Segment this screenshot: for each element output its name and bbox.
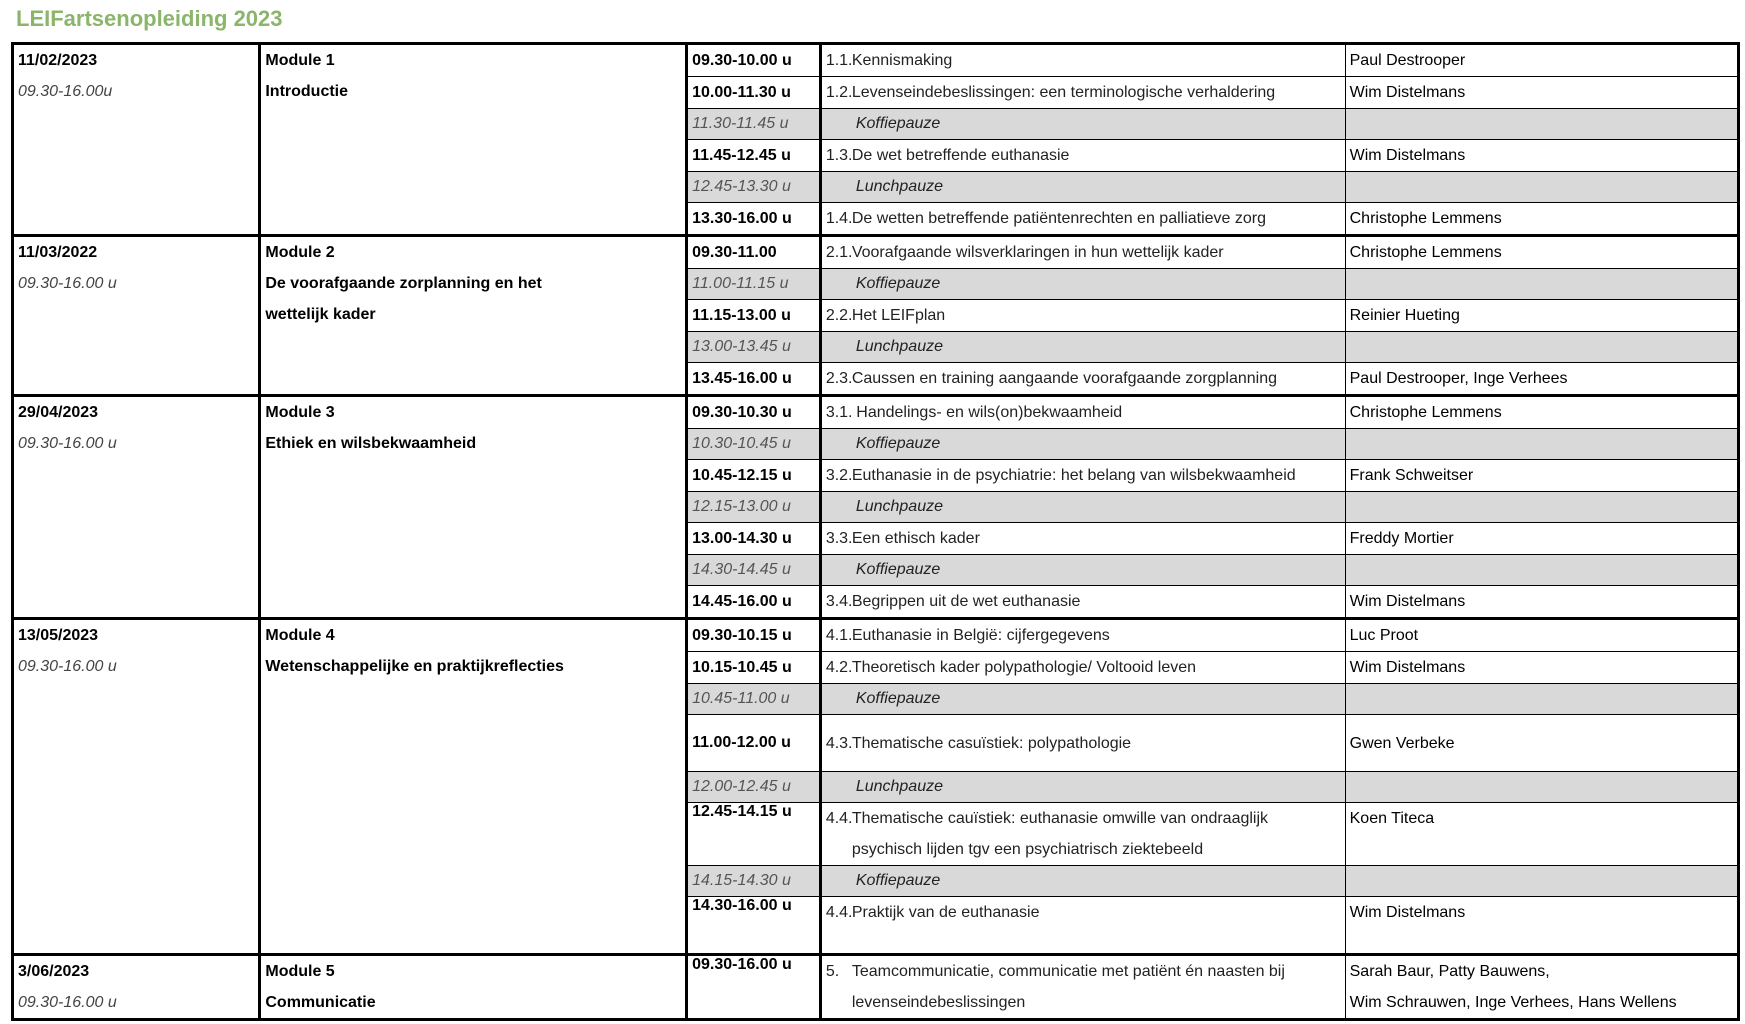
pause-text: Koffiepauze — [855, 115, 941, 132]
speaker-name: Koen Titeca — [1349, 810, 1435, 827]
session-text: Een ethisch kader — [851, 530, 980, 547]
module-date: 11/02/2023 — [18, 52, 98, 69]
speaker — [1345, 523, 1738, 555]
session-row — [13, 619, 1739, 652]
session-time: 14.45-16.00 u — [687, 586, 821, 619]
session-time: 09.30-10.30 u — [687, 396, 821, 429]
module-name-cell — [260, 44, 687, 236]
session-time: 11.45-12.45 u — [687, 140, 821, 172]
session-title — [820, 396, 1345, 429]
pause-text: Koffiepauze — [855, 275, 941, 292]
session-number: 2.1. — [825, 244, 853, 261]
module-name-cell — [260, 955, 687, 1020]
pause-text: Koffiepauze — [855, 872, 941, 889]
module-title: De voorafgaande zorplanning en het — [265, 275, 542, 292]
session-time: 11.15-13.00 u — [687, 300, 821, 332]
session-number: 4.1. — [825, 627, 853, 644]
session-time: 10.45-12.15 u — [687, 460, 821, 492]
speaker-name: Paul Destrooper — [1349, 52, 1466, 69]
speaker-name: Wim Distelmans — [1349, 659, 1466, 676]
speaker — [1345, 684, 1738, 715]
speaker-name: Freddy Mortier — [1349, 530, 1454, 547]
speaker — [1345, 363, 1738, 396]
session-time: 11.00-11.15 u — [687, 269, 821, 300]
pause-text: Lunchpauze — [855, 178, 943, 195]
session-number: 5. — [825, 963, 840, 980]
session-number: 4.3. — [825, 734, 853, 752]
pause-label — [820, 332, 1345, 363]
module-date-cell — [13, 396, 260, 619]
module-title: Wetenschappelijke en praktijkreflecties — [265, 658, 564, 675]
module-name-cell — [260, 619, 687, 955]
module-date: 3/06/2023 — [18, 963, 90, 980]
session-text: Euthanasie in België: cijfergegevens — [851, 627, 1110, 644]
speaker — [1345, 772, 1738, 803]
module-hours: 09.30-16.00 u — [18, 275, 117, 292]
speaker — [1345, 897, 1738, 955]
pause-label — [820, 492, 1345, 523]
speaker-name: Wim Distelmans — [1349, 147, 1466, 164]
session-text: Teamcommunicatie, communicatie met patiënt én naasten bij — [851, 963, 1285, 980]
module-number: Module 2 — [265, 244, 335, 261]
speaker-name-cont: Wim Schrauwen, Inge Verhees, Hans Wellens — [1349, 994, 1677, 1011]
speaker — [1345, 269, 1738, 300]
speaker — [1345, 77, 1738, 109]
module-number: Module 1 — [265, 52, 335, 69]
pause-label — [820, 269, 1345, 300]
module-hours: 09.30-16.00u — [18, 83, 113, 100]
session-text: Thematische cauïstiek: euthanasie omwille van ondraaglijk — [851, 810, 1269, 827]
session-time: 10.00-11.30 u — [687, 77, 821, 109]
session-time: 13.00-14.30 u — [687, 523, 821, 555]
session-time: 13.00-13.45 u — [687, 332, 821, 363]
session-text: Voorafgaande wilsverklaringen in hun wettelijk kader — [851, 244, 1224, 261]
session-row — [13, 396, 1739, 429]
module-date-cell — [13, 236, 260, 396]
speaker — [1345, 619, 1738, 652]
session-time: 12.45-13.30 u — [687, 172, 821, 203]
session-text-cont: levenseindebeslissingen — [851, 994, 1026, 1011]
session-time: 14.15-14.30 u — [687, 866, 821, 897]
speaker-name: Gwen Verbeke — [1349, 734, 1455, 752]
session-title — [820, 715, 1345, 772]
session-title — [820, 236, 1345, 269]
session-time: 09.30-10.00 u — [687, 44, 821, 77]
session-number: 4.4. — [825, 810, 853, 827]
pause-text: Lunchpauze — [855, 498, 943, 515]
speaker — [1345, 429, 1738, 460]
session-title — [820, 44, 1345, 77]
session-time: 13.30-16.00 u — [687, 203, 821, 236]
session-row — [13, 44, 1739, 77]
session-number: 3.4. — [825, 593, 853, 610]
session-number: 3.3. — [825, 530, 853, 547]
pause-label — [820, 555, 1345, 586]
session-title — [820, 460, 1345, 492]
speaker — [1345, 140, 1738, 172]
session-time: 14.30-16.00 u — [687, 897, 821, 955]
schedule-table — [11, 42, 1740, 1021]
speaker-name: Wim Distelmans — [1349, 593, 1466, 610]
module-number: Module 5 — [265, 963, 335, 980]
speaker — [1345, 332, 1738, 363]
session-text: Caussen en training aangaande voorafgaande zorgplanning — [851, 370, 1278, 387]
speaker — [1345, 236, 1738, 269]
session-time: 12.00-12.45 u — [687, 772, 821, 803]
session-time: 10.30-10.45 u — [687, 429, 821, 460]
speaker-name: Frank Schweitser — [1349, 467, 1474, 484]
session-title — [820, 523, 1345, 555]
module-date-cell — [13, 955, 260, 1020]
speaker — [1345, 172, 1738, 203]
session-text: Praktijk van de euthanasie — [851, 904, 1040, 921]
session-number: 4.2. — [825, 659, 853, 676]
module-name-cell — [260, 396, 687, 619]
module-date: 29/04/2023 — [18, 404, 99, 421]
session-text: Kennismaking — [851, 52, 953, 69]
session-number: 3.2. — [825, 467, 853, 484]
speaker — [1345, 555, 1738, 586]
speaker-name: Luc Proot — [1349, 627, 1419, 644]
module-hours: 09.30-16.00 u — [18, 658, 117, 675]
speaker-name: Christophe Lemmens — [1349, 244, 1502, 261]
speaker — [1345, 803, 1738, 866]
pause-label — [820, 109, 1345, 140]
pause-label — [820, 684, 1345, 715]
session-number: 1.1. — [825, 52, 853, 69]
session-number: 1.4. — [825, 210, 853, 227]
pause-label — [820, 866, 1345, 897]
module-title: Introductie — [265, 83, 349, 100]
pause-label — [820, 172, 1345, 203]
pause-label — [820, 772, 1345, 803]
session-text: De wetten betreffende patiëntenrechten en palliatieve zorg — [851, 210, 1267, 227]
session-time: 11.30-11.45 u — [687, 109, 821, 140]
session-title — [820, 803, 1345, 866]
module-number: Module 3 — [265, 404, 335, 421]
session-title — [820, 77, 1345, 109]
session-title — [820, 363, 1345, 396]
module-hours: 09.30-16.00 u — [18, 435, 117, 452]
pause-text: Koffiepauze — [855, 561, 941, 578]
speaker — [1345, 586, 1738, 619]
speaker-name: Wim Distelmans — [1349, 84, 1466, 101]
session-time: 12.45-14.15 u — [687, 803, 821, 866]
session-time: 11.00-12.00 u — [687, 715, 821, 772]
session-number: 1.3. — [825, 147, 853, 164]
speaker-name: Christophe Lemmens — [1349, 210, 1502, 227]
session-number: 2.2. — [825, 307, 853, 324]
session-text: Levenseindebeslissingen: een terminologische verhaldering — [851, 84, 1276, 101]
speaker-name: Christophe Lemmens — [1349, 404, 1502, 421]
session-text: Euthanasie in de psychiatrie: het belang van wilsbekwaamheid — [851, 467, 1296, 484]
session-time: 09.30-16.00 u — [687, 955, 821, 1020]
module-hours: 09.30-16.00 u — [18, 994, 117, 1011]
pause-label — [820, 429, 1345, 460]
session-number: 3.1. — [825, 404, 853, 421]
speaker — [1345, 300, 1738, 332]
session-text: De wet betreffende euthanasie — [851, 147, 1070, 164]
speaker — [1345, 460, 1738, 492]
session-text-cont: psychisch lijden tgv een psychiatrisch ziektebeeld — [851, 841, 1204, 858]
speaker-name: Reinier Hueting — [1349, 307, 1460, 324]
module-date-cell — [13, 619, 260, 955]
speaker — [1345, 396, 1738, 429]
session-time: 09.30-10.15 u — [687, 619, 821, 652]
speaker — [1345, 652, 1738, 684]
pause-text: Koffiepauze — [855, 435, 941, 452]
session-row — [13, 236, 1739, 269]
pause-text: Lunchpauze — [855, 338, 943, 355]
session-time: 14.30-14.45 u — [687, 555, 821, 586]
module-title: Ethiek en wilsbekwaamheid — [265, 435, 477, 452]
session-number: 4.4. — [825, 904, 853, 921]
session-row — [13, 955, 1739, 1020]
module-title: wettelijk kader — [265, 306, 376, 323]
session-text: Thematische casuïstiek: polypathologie — [851, 734, 1132, 752]
module-name-cell — [260, 236, 687, 396]
speaker — [1345, 109, 1738, 140]
session-title — [820, 652, 1345, 684]
session-time: 10.45-11.00 u — [687, 684, 821, 715]
speaker — [1345, 955, 1738, 1020]
session-text: Handelings- en wils(on)bekwaamheid — [851, 404, 1123, 421]
session-title — [820, 955, 1345, 1020]
session-text: Begrippen uit de wet euthanasie — [851, 593, 1081, 610]
session-title — [820, 586, 1345, 619]
session-title — [820, 203, 1345, 236]
session-time: 12.15-13.00 u — [687, 492, 821, 523]
pause-text: Lunchpauze — [855, 778, 943, 795]
session-number: 1.2. — [825, 84, 853, 101]
session-title — [820, 300, 1345, 332]
module-number: Module 4 — [265, 627, 335, 644]
document-title: LEIFartsenopleiding 2023 — [16, 6, 283, 31]
speaker-name: Paul Destrooper, Inge Verhees — [1349, 370, 1568, 387]
session-time: 09.30-11.00 — [687, 236, 821, 269]
session-time: 10.15-10.45 u — [687, 652, 821, 684]
session-number: 2.3. — [825, 370, 853, 387]
speaker — [1345, 715, 1738, 772]
session-time: 13.45-16.00 u — [687, 363, 821, 396]
pause-text: Koffiepauze — [855, 690, 941, 707]
speaker-name: Wim Distelmans — [1349, 904, 1466, 921]
session-text: Het LEIFplan — [851, 307, 946, 324]
session-title — [820, 897, 1345, 955]
speaker — [1345, 492, 1738, 523]
session-title — [820, 619, 1345, 652]
module-date-cell — [13, 44, 260, 236]
session-title — [820, 140, 1345, 172]
module-date: 13/05/2023 — [18, 627, 99, 644]
session-text: Theoretisch kader polypathologie/ Voltooid leven — [851, 659, 1197, 676]
module-title: Communicatie — [265, 994, 376, 1011]
speaker-name: Sarah Baur, Patty Bauwens, — [1349, 963, 1550, 980]
speaker — [1345, 203, 1738, 236]
module-date: 11/03/2022 — [18, 244, 98, 261]
speaker — [1345, 866, 1738, 897]
speaker — [1345, 44, 1738, 77]
